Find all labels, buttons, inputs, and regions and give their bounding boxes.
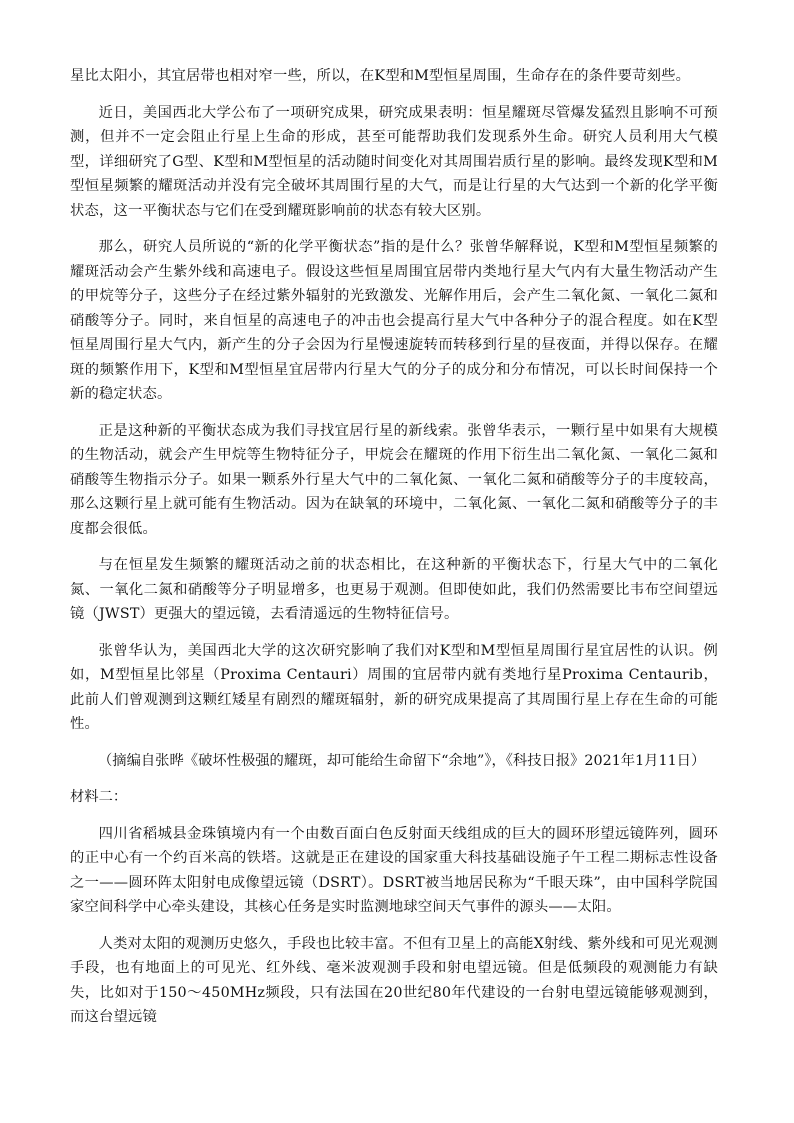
paragraph-1: 星比太阳小，其宜居带也相对窄一些，所以，在K型和M型恒星周围，生命存在的条件要苛刻些。 (70, 68, 691, 84)
paragraph-4: 正是这种新的平衡状态成为我们寻找宜居行星的新线索。张曾华表示，一颗行星中如果有大规模的生物活动，就会产生甲烷等生物特征分子，甲烷会在耀斑的作用下衍生出二氧化氮、一氧化二氮和硝酸等生物指示分子。如果一颗系外行星大气中的二氧化氮、一氧化二氮和硝酸等分子的丰度较高，那么这颗行星上就可能有生物活动。因为在缺氧的环境中，二氧化氮、一氧化二氮和硝酸等分子的丰度都会很低。 (70, 422, 718, 537)
document-page (70, 64, 718, 1042)
paragraph-2: 近日，美国西北大学公布了一项研究成果，研究成果表明：恒星耀斑尽管爆发猛烈且影响不可预测，但并不一定会阻止行星上生命的形成，甚至可能帮助我们发现系外生命。研究人员利用大气模型，详细研究了G型、K型和M型恒星的活动随时间变化对其周围岩质行星的影响。最终发现K型和M型恒星频繁的耀斑活动并没有完全破坏其周围行星的大气，而是让行星的大气达到一个新的化学平衡状态，这一平衡状态与它们在受到耀斑影响前的状态有较大区别。 (70, 104, 718, 219)
paragraph-5: 与在恒星发生频繁的耀斑活动之前的状态相比，在这种新的平衡状态下，行星大气中的二氧化氮、一氧化二氮和硝酸等分子明显增多，也更易于观测。但即使如此，我们仍然需要比韦布空间望远镜（JWST）更强大的望远镜，去看清遥远的生物特征信号。 (70, 557, 718, 622)
paragraph-8: 人类对太阳的观测历史悠久，手段也比较丰富。不但有卫星上的高能X射线、紫外线和可见光观测手段，也有地面上的可见光、红外线、毫米波观测手段和射电望远镜。但是低频段的观测能力有缺失，比如对于150～450MHz频段，只有法国在20世纪80年代建设的一台射电望远镜能够观测到，而这台望远镜 (70, 935, 718, 1025)
source-citation: （摘编自张晔《破坏性极强的耀斑，却可能给生命留下“余地”》，《科技日报》2021年1月11日） (98, 752, 706, 769)
paragraph-7: 四川省稻城县金珠镇境内有一个由数百面白色反射面天线组成的巨大的圆环形望远镜阵列，圆环的正中心有一个约百米高的铁塔。这就是正在建设的国家重大科技基础设施子午工程二期标志性设备之一——圆环阵太阳射电成像望远镜（DSRT）。DSRT被当地居民称为“千眼天珠”，由中国科学院国家空间科学中心牵头建设，其核心任务是实时监测地球空间天气事件的源头——太阳。 (70, 825, 718, 915)
paragraph-3: 那么，研究人员所说的“新的化学平衡状态”指的是什么？张曾华解释说，K型和M型恒星频繁的耀斑活动会产生紫外线和高速电子。假设这些恒星周围宜居带内类地行星大气内有大量生物活动产生的甲烷等分子，这些分子在经过紫外辐射的光致激发、光解作用后，会产生二氧化氮、一氧化二氮和硝酸等分子。同时，来自恒星的高速电子的冲击也会提高行星大气中各种分子的混合程度。如在K型恒星周围行星大气内，新产生的分子会因为行星慢速旋转而转移到行星的昼夜面，并得以保存。在耀斑的频繁作用下，K型和M型恒星宜居带内行星大气的分子的成分和分布情况，可以长时间保持一个新的稳定状态。 (70, 239, 718, 402)
paragraph-6: 张曾华认为，美国西北大学的这次研究影响了我们对K型和M型恒星周围行星宜居性的认识。例如，M型恒星比邻星（Proxima Centauri）周围的宜居带内就有类地行星Proxima Centaurib，此前人们曾观测到这颗红矮星有剧烈的耀斑辐射，新的研究成果提高了其周围行星上存在生命的可能性。 (70, 642, 718, 732)
material-two-label: 材料二： (70, 789, 128, 805)
